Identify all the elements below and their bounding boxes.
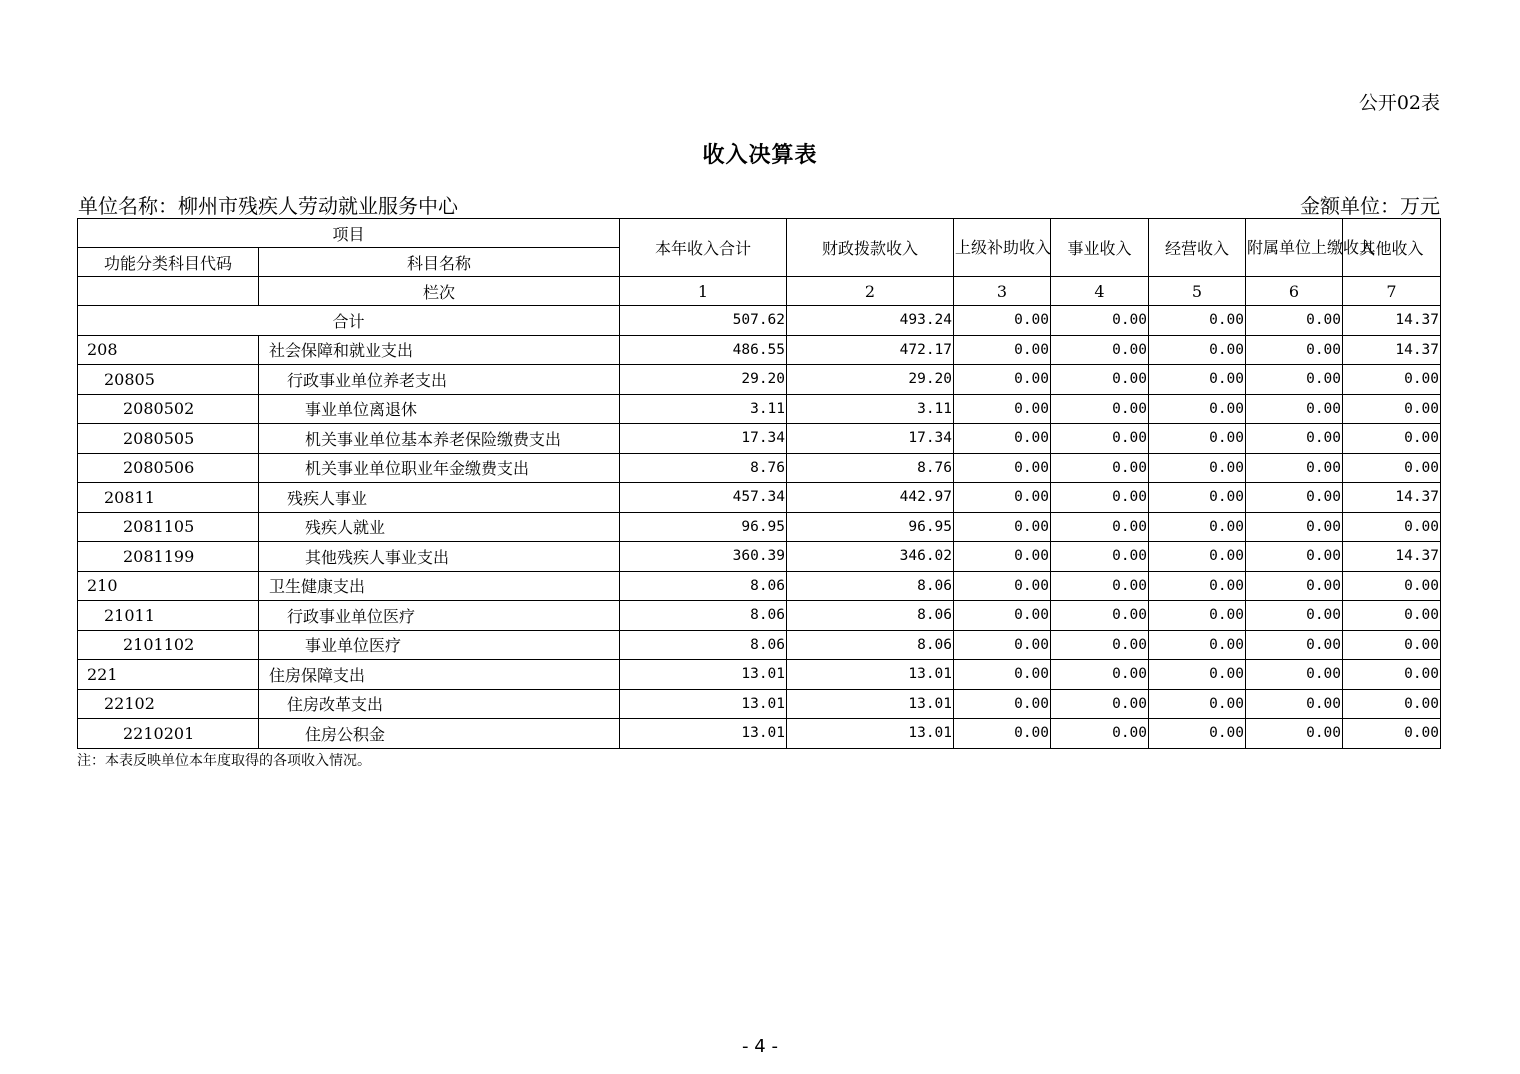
amount-cell: 486.55 — [620, 335, 787, 365]
total-value: 0.00 — [954, 306, 1051, 336]
amount-cell: 0.00 — [1149, 660, 1246, 690]
amount-cell: 8.06 — [620, 571, 787, 601]
amount-cell: 0.00 — [1246, 424, 1343, 454]
table-row — [78, 453, 1441, 483]
func-code-cell: 210 — [78, 571, 259, 601]
amount-cell: 0.00 — [1149, 424, 1246, 454]
amount-cell: 0.00 — [1051, 719, 1149, 749]
amount-cell: 0.00 — [1343, 660, 1441, 690]
table-row — [78, 394, 1441, 424]
amount-cell: 14.37 — [1343, 335, 1441, 365]
table-row — [78, 719, 1441, 749]
header-project: 项目 — [78, 219, 620, 248]
col-num: 5 — [1149, 277, 1246, 306]
func-code-cell: 2080502 — [78, 394, 259, 424]
table-row — [78, 571, 1441, 601]
amount-cell: 0.00 — [1051, 601, 1149, 631]
header-row-3 — [78, 277, 1441, 306]
amount-cell: 0.00 — [1343, 689, 1441, 719]
subject-name-cell: 卫生健康支出 — [259, 571, 620, 601]
func-code-cell: 21011 — [78, 601, 259, 631]
amount-cell: 0.00 — [954, 601, 1051, 631]
amount-cell: 0.00 — [1246, 571, 1343, 601]
table-row — [78, 335, 1441, 365]
amount-cell: 0.00 — [954, 335, 1051, 365]
header-fiscal: 财政拨款收入 — [787, 219, 954, 277]
amount-unit: 金额单位：万元 — [1300, 194, 1440, 218]
table-row — [78, 660, 1441, 690]
amount-cell: 13.01 — [620, 719, 787, 749]
amount-cell: 0.00 — [1246, 630, 1343, 660]
amount-cell: 0.00 — [1051, 483, 1149, 513]
func-code-cell: 2081105 — [78, 512, 259, 542]
col-num: 2 — [787, 277, 954, 306]
amount-cell: 0.00 — [1051, 689, 1149, 719]
col-num: 1 — [620, 277, 787, 306]
amount-cell: 13.01 — [787, 719, 954, 749]
subject-name-cell: 社会保障和就业支出 — [259, 335, 620, 365]
subject-name-cell: 行政事业单位养老支出 — [259, 365, 620, 395]
col-num: 7 — [1343, 277, 1441, 306]
subject-name-cell: 机关事业单位职业年金缴费支出 — [259, 453, 620, 483]
amount-cell: 457.34 — [620, 483, 787, 513]
header-row-label: 栏次 — [259, 277, 620, 306]
amount-cell: 0.00 — [1051, 453, 1149, 483]
amount-cell: 0.00 — [954, 689, 1051, 719]
amount-cell: 0.00 — [954, 660, 1051, 690]
header-total-income: 本年收入合计 — [620, 219, 787, 277]
amount-cell: 0.00 — [1149, 571, 1246, 601]
amount-cell: 0.00 — [954, 512, 1051, 542]
header-affiliated: 附属单位上缴收入 — [1246, 219, 1343, 277]
subject-name-cell: 住房改革支出 — [259, 689, 620, 719]
amount-cell: 8.06 — [620, 601, 787, 631]
amount-cell: 0.00 — [954, 453, 1051, 483]
header-row-1 — [78, 219, 1441, 248]
unit-name: 单位名称：柳州市残疾人劳动就业服务中心 — [78, 194, 458, 218]
amount-cell: 13.01 — [620, 660, 787, 690]
amount-cell: 0.00 — [954, 394, 1051, 424]
form-number: 公开02表 — [1358, 92, 1440, 114]
func-code-cell: 20805 — [78, 365, 259, 395]
func-code-cell: 20811 — [78, 483, 259, 513]
amount-cell: 0.00 — [1343, 571, 1441, 601]
amount-cell: 0.00 — [1246, 601, 1343, 631]
total-value: 507.62 — [620, 306, 787, 336]
table-row — [78, 689, 1441, 719]
amount-cell: 0.00 — [1246, 394, 1343, 424]
amount-cell: 8.06 — [620, 630, 787, 660]
amount-cell: 3.11 — [620, 394, 787, 424]
amount-cell: 0.00 — [1343, 512, 1441, 542]
table-row — [78, 483, 1441, 513]
header-blank — [78, 277, 259, 306]
amount-cell: 0.00 — [1051, 365, 1149, 395]
col-num: 3 — [954, 277, 1051, 306]
amount-cell: 0.00 — [1246, 689, 1343, 719]
func-code-cell: 22102 — [78, 689, 259, 719]
func-code-cell: 2101102 — [78, 630, 259, 660]
subject-name-cell: 残疾人事业 — [259, 483, 620, 513]
header-superior: 上级补助收入 — [954, 219, 1051, 277]
total-value: 0.00 — [1246, 306, 1343, 336]
total-label: 合计 — [78, 306, 620, 336]
amount-cell: 0.00 — [1051, 424, 1149, 454]
amount-cell: 17.34 — [787, 424, 954, 454]
amount-cell: 17.34 — [620, 424, 787, 454]
amount-cell: 8.76 — [620, 453, 787, 483]
amount-cell: 0.00 — [1149, 542, 1246, 572]
amount-cell: 0.00 — [1149, 365, 1246, 395]
total-value: 14.37 — [1343, 306, 1441, 336]
total-value: 0.00 — [1051, 306, 1149, 336]
amount-cell: 0.00 — [1246, 365, 1343, 395]
subject-name-cell: 事业单位离退休 — [259, 394, 620, 424]
table-note: 注：本表反映单位本年度取得的各项收入情况。 — [77, 753, 371, 769]
subject-name-cell: 行政事业单位医疗 — [259, 601, 620, 631]
amount-cell: 0.00 — [954, 542, 1051, 572]
amount-cell: 346.02 — [787, 542, 954, 572]
amount-cell: 0.00 — [1051, 512, 1149, 542]
amount-cell: 0.00 — [1149, 483, 1246, 513]
table-row — [78, 512, 1441, 542]
amount-cell: 13.01 — [787, 689, 954, 719]
amount-cell: 0.00 — [1149, 630, 1246, 660]
amount-cell: 29.20 — [620, 365, 787, 395]
amount-cell: 0.00 — [1149, 719, 1246, 749]
amount-cell: 0.00 — [1343, 601, 1441, 631]
page-title: 收入决算表 — [702, 142, 818, 168]
amount-cell: 96.95 — [620, 512, 787, 542]
func-code-cell: 208 — [78, 335, 259, 365]
amount-cell: 8.06 — [787, 630, 954, 660]
func-code-cell: 221 — [78, 660, 259, 690]
amount-cell: 0.00 — [1051, 542, 1149, 572]
amount-cell: 96.95 — [787, 512, 954, 542]
amount-cell: 13.01 — [620, 689, 787, 719]
amount-cell: 0.00 — [1051, 335, 1149, 365]
func-code-cell: 2210201 — [78, 719, 259, 749]
amount-cell: 0.00 — [1343, 394, 1441, 424]
amount-cell: 0.00 — [954, 719, 1051, 749]
amount-cell: 0.00 — [1343, 424, 1441, 454]
amount-cell: 0.00 — [1246, 542, 1343, 572]
amount-cell: 0.00 — [1343, 630, 1441, 660]
amount-cell: 14.37 — [1343, 483, 1441, 513]
amount-cell: 472.17 — [787, 335, 954, 365]
amount-cell: 0.00 — [1246, 512, 1343, 542]
amount-cell: 0.00 — [1246, 335, 1343, 365]
amount-cell: 0.00 — [954, 365, 1051, 395]
amount-cell: 0.00 — [1149, 601, 1246, 631]
amount-cell: 8.76 — [787, 453, 954, 483]
func-code-cell: 2081199 — [78, 542, 259, 572]
func-code-cell: 2080506 — [78, 453, 259, 483]
col-num: 4 — [1051, 277, 1149, 306]
header-operating: 经营收入 — [1149, 219, 1246, 277]
amount-cell: 0.00 — [1149, 453, 1246, 483]
amount-cell: 8.06 — [787, 571, 954, 601]
subject-name-cell: 住房公积金 — [259, 719, 620, 749]
func-code-cell: 2080505 — [78, 424, 259, 454]
table-row — [78, 601, 1441, 631]
amount-cell: 0.00 — [1246, 719, 1343, 749]
amount-cell: 3.11 — [787, 394, 954, 424]
amount-cell: 0.00 — [1149, 689, 1246, 719]
income-table — [77, 218, 1441, 749]
amount-cell: 0.00 — [954, 483, 1051, 513]
table-row — [78, 542, 1441, 572]
amount-cell: 0.00 — [1051, 394, 1149, 424]
amount-cell: 0.00 — [1149, 335, 1246, 365]
amount-cell: 0.00 — [954, 571, 1051, 601]
amount-cell: 0.00 — [1149, 394, 1246, 424]
amount-cell: 0.00 — [1246, 453, 1343, 483]
amount-cell: 0.00 — [1051, 630, 1149, 660]
subject-name-cell: 事业单位医疗 — [259, 630, 620, 660]
amount-cell: 0.00 — [1246, 660, 1343, 690]
total-row — [78, 306, 1441, 336]
subject-name-cell: 机关事业单位基本养老保险缴费支出 — [259, 424, 620, 454]
amount-cell: 442.97 — [787, 483, 954, 513]
total-value: 493.24 — [787, 306, 954, 336]
header-func-code: 功能分类科目代码 — [78, 248, 259, 277]
amount-cell: 0.00 — [1246, 483, 1343, 513]
header-subject-name: 科目名称 — [259, 248, 620, 277]
amount-cell: 14.37 — [1343, 542, 1441, 572]
subject-name-cell: 住房保障支出 — [259, 660, 620, 690]
amount-cell: 0.00 — [1343, 453, 1441, 483]
amount-cell: 0.00 — [1051, 660, 1149, 690]
table-row — [78, 365, 1441, 395]
amount-cell: 0.00 — [1051, 571, 1149, 601]
amount-cell: 8.06 — [787, 601, 954, 631]
table-row — [78, 630, 1441, 660]
total-value: 0.00 — [1149, 306, 1246, 336]
table-row — [78, 424, 1441, 454]
amount-cell: 0.00 — [1149, 512, 1246, 542]
header-business: 事业收入 — [1051, 219, 1149, 277]
amount-cell: 29.20 — [787, 365, 954, 395]
amount-cell: 0.00 — [1343, 365, 1441, 395]
amount-cell: 0.00 — [954, 630, 1051, 660]
amount-cell: 0.00 — [954, 424, 1051, 454]
subject-name-cell: 其他残疾人事业支出 — [259, 542, 620, 572]
header-other: 其他收入 — [1343, 219, 1441, 277]
amount-cell: 13.01 — [787, 660, 954, 690]
amount-cell: 0.00 — [1343, 719, 1441, 749]
page-number: - 4 - — [742, 1036, 778, 1057]
col-num: 6 — [1246, 277, 1343, 306]
amount-cell: 360.39 — [620, 542, 787, 572]
subject-name-cell: 残疾人就业 — [259, 512, 620, 542]
